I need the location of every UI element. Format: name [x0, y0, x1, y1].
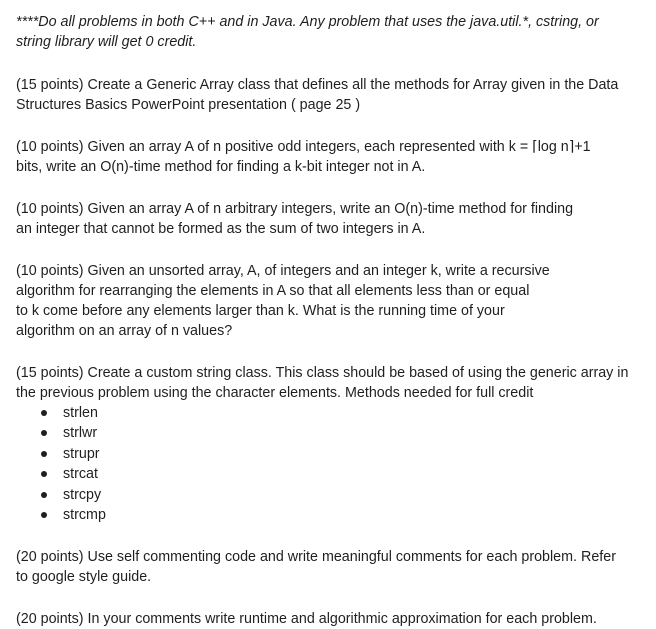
- instructions-note: [16, 12, 646, 52]
- method-name: strcmp: [63, 507, 106, 524]
- list-item: [16, 464, 646, 484]
- assignment-document: [16, 12, 646, 629]
- problem-line: bits, write an O(n)-time method for finding a k-bit integer not in A.: [16, 159, 426, 175]
- problem-k-bit-integer: [16, 137, 646, 177]
- problem-line: the previous problem using the character elements. Methods needed for full credit: [16, 385, 534, 401]
- problem-line: an integer that cannot be formed as the sum of two integers in A.: [16, 221, 426, 237]
- list-item: [16, 444, 646, 464]
- problem-line: (20 points) In your comments write runtime and algorithmic approximation for each problem.: [16, 611, 597, 628]
- instructions-line: ****Do all problems in both C++ and in Java. Any problem that uses the java.util.*, cstring, or: [16, 14, 599, 30]
- instructions-line: string library will get 0 credit.: [16, 34, 197, 50]
- list-item: [16, 505, 646, 525]
- bullet-icon: [41, 451, 47, 457]
- method-name: strlwr: [63, 425, 98, 442]
- problem-line: (10 points) Given an array A of n arbitrary integers, write an O(n)-time method for finding: [16, 201, 574, 217]
- problem-recursive-partition: [16, 261, 646, 341]
- problem-line: (20 points) Use self commenting code and write meaningful comments for each problem. Refer: [16, 549, 616, 566]
- bullet-icon: [41, 471, 47, 477]
- string-methods-list: [16, 403, 646, 525]
- problem-line: (10 points) Given an array A of n positive odd integers, each represented with k = ⌈log n⌉+1: [16, 139, 591, 155]
- method-name: strcpy: [63, 486, 102, 503]
- problem-line: to google style guide.: [16, 569, 152, 586]
- problem-runtime-comments: [16, 609, 646, 629]
- problem-line: algorithm for rearranging the elements in A so that all elements less than or equal: [16, 283, 530, 299]
- problem-line: Structures Basics PowerPoint presentation ( page 25 ): [16, 97, 361, 113]
- bullet-icon: [41, 410, 47, 416]
- problem-custom-string: [16, 363, 646, 525]
- problem-generic-array: [16, 75, 646, 115]
- list-item: [16, 403, 646, 423]
- bullet-icon: [41, 492, 47, 498]
- list-item: [16, 423, 646, 443]
- problem-sum-of-two: [16, 199, 646, 239]
- list-item: [16, 485, 646, 505]
- bullet-icon: [41, 430, 47, 436]
- method-name: strlen: [63, 405, 98, 421]
- method-name: strupr: [63, 445, 100, 462]
- problem-commenting: [16, 547, 646, 587]
- problem-line: (15 points) Create a Generic Array class that defines all the methods for Array given in the Data: [16, 77, 619, 93]
- method-name: strcat: [63, 466, 98, 483]
- problem-line: algorithm on an array of n values?: [16, 323, 233, 339]
- problem-line: to k come before any elements larger than k. What is the running time of your: [16, 303, 505, 319]
- bullet-icon: [41, 512, 47, 518]
- problem-line: (15 points) Create a custom string class. This class should be based of using the generic array in: [16, 365, 629, 381]
- problem-line: (10 points) Given an unsorted array, A, of integers and an integer k, write a recursive: [16, 263, 550, 279]
